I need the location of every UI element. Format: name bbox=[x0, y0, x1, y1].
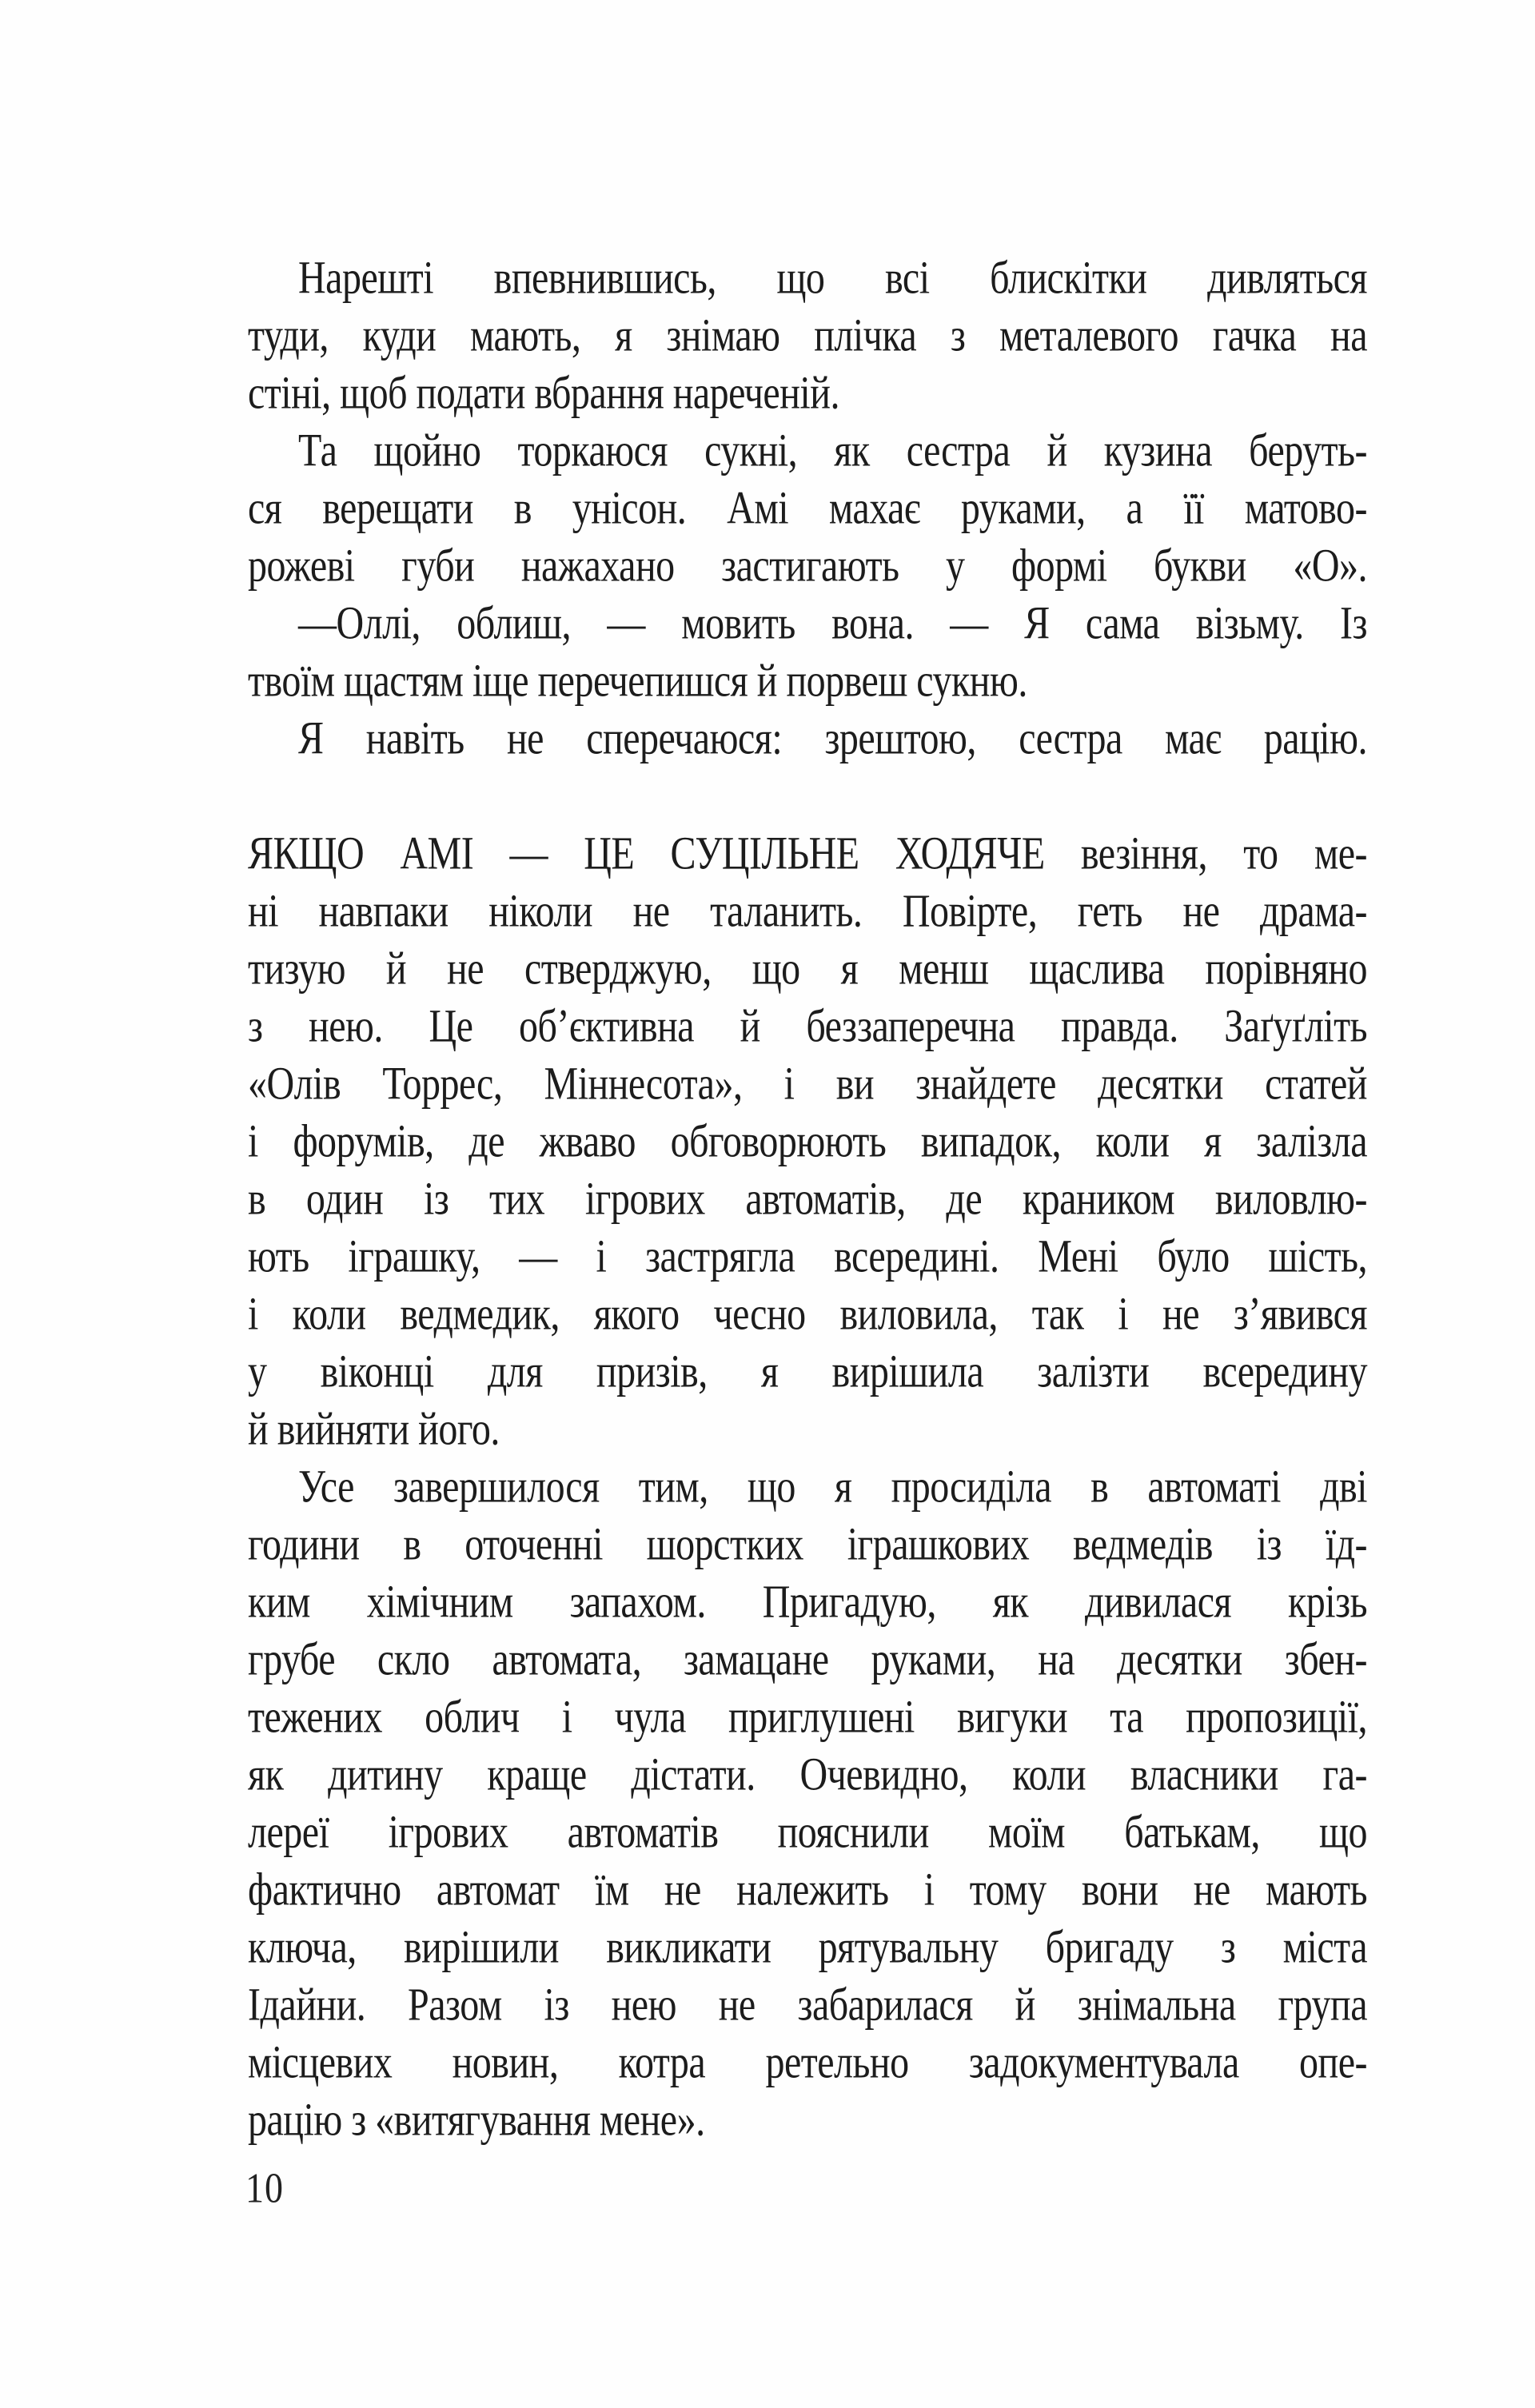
page-text bbox=[248, 249, 1367, 2149]
text-line: як дитину краще дістати. Очевидно, коли власники га- bbox=[248, 1748, 1367, 1800]
text-line: години в оточенні шорстких іграшкових ведмедів із їд- bbox=[248, 1518, 1367, 1570]
text-line: і форумів, де жваво обговорюють випадок, коли я залізла bbox=[248, 1115, 1367, 1167]
text-line: рацію з «витягування мене». bbox=[248, 2094, 705, 2146]
text-line: тизую й не стверджую, що я менш щаслива порівняно bbox=[248, 943, 1367, 995]
text-line: ють іграшку, — і застрягла всередині. Мені було шість, bbox=[248, 1230, 1367, 1282]
text-line: рожеві губи нажахано застигають у формі букви «О». bbox=[248, 540, 1367, 592]
text-line: фактично автомат їм не належить і тому вони не мають bbox=[248, 1864, 1367, 1916]
text-line: ЯКЩО АМІ — ЦЕ СУЦІЛЬНЕ ХОДЯЧЕ везіння, то ме- bbox=[248, 827, 1367, 879]
text-line: «Олів Торрес, Міннесота», і ви знайдете десятки статей bbox=[248, 1058, 1367, 1110]
text-line: Та щойно торкаюся сукні, як сестра й кузина беруть- bbox=[298, 425, 1367, 476]
text-line: —Оллі, облиш, — мовить вона. — Я сама візьму. Із bbox=[298, 597, 1367, 649]
text-line: стіні, щоб подати вбрання нареченій. bbox=[248, 367, 839, 419]
text-line: і коли ведмедик, якого чесно виловила, так і не з’явився bbox=[248, 1288, 1367, 1340]
text-line: в один із тих ігрових автоматів, де краником виловлю- bbox=[248, 1173, 1367, 1225]
text-line: лереї ігрових автоматів пояснили моїм батькам, що bbox=[248, 1806, 1367, 1858]
text-line: ні навпаки ніколи не таланить. Повірте, геть не драма- bbox=[248, 885, 1367, 937]
text-line: з нею. Це об’єктивна й беззаперечна правда. Заґуґліть bbox=[248, 1000, 1367, 1052]
text-line: тежених облич і чула приглушені вигуки та пропозиції, bbox=[248, 1691, 1367, 1743]
text-line: Нарешті впевнившись, що всі блискітки дивляться bbox=[298, 252, 1367, 304]
text-line: грубе скло автомата, замацане руками, на десятки збен- bbox=[248, 1633, 1367, 1685]
text-line: Я навіть не сперечаюся: зрештою, сестра має рацію. bbox=[298, 712, 1367, 764]
text-line: ся верещати в унісон. Амі махає руками, а її матово- bbox=[248, 482, 1367, 534]
text-line: місцевих новин, котра ретельно задокументувала опе- bbox=[248, 2036, 1367, 2088]
text-line: твоїм щастям іще перечепишся й порвеш сукню. bbox=[248, 655, 1027, 707]
text-line: туди, куди мають, я знімаю плічка з металевого гачка на bbox=[248, 309, 1367, 361]
text-line: у віконці для призів, я вирішила залізти всередину bbox=[248, 1346, 1367, 1397]
page-number: 10 bbox=[245, 2164, 284, 2211]
text-line: ключа, вирішили викликати рятувальну бригаду з міста bbox=[248, 1921, 1367, 1973]
text-line: Ідайни. Разом із нею не забарилася й знімальна група bbox=[248, 1979, 1367, 2031]
text-line: Усе завершилося тим, що я просиділа в автоматі дві bbox=[298, 1461, 1367, 1513]
text-line: ким хімічним запахом. Пригадую, як дивилася крізь bbox=[248, 1576, 1367, 1628]
text-line: й вийняти його. bbox=[248, 1403, 500, 1455]
